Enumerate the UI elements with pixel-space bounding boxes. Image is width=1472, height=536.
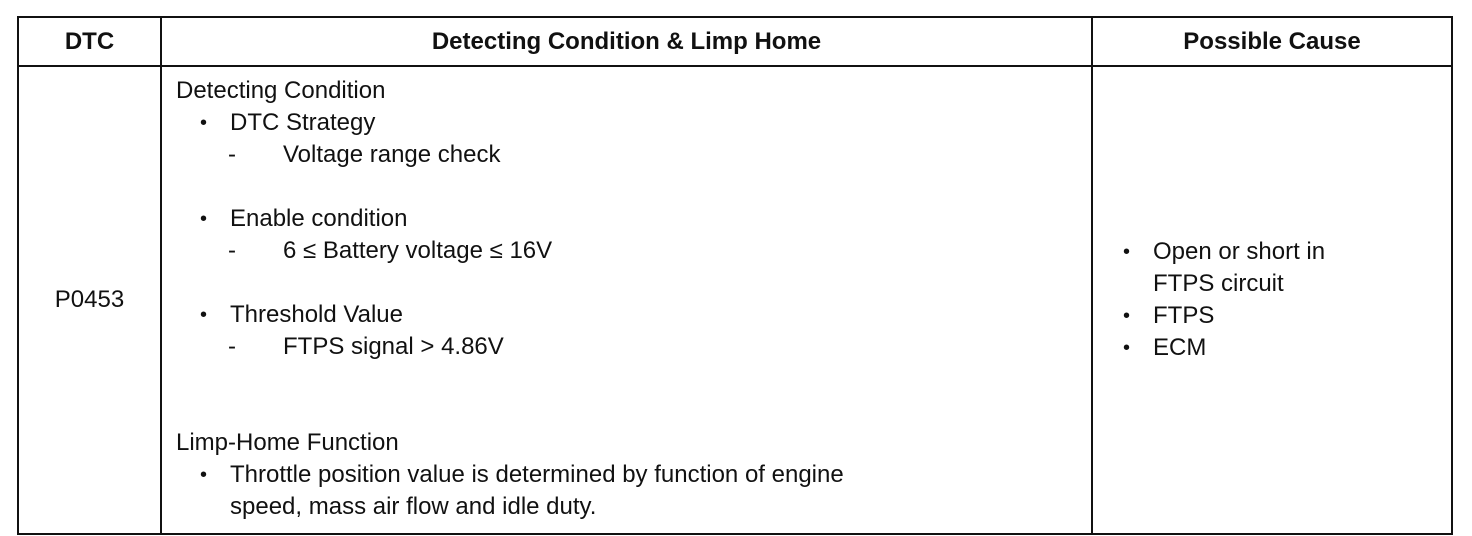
bullet-icon: • [1123,305,1131,327]
list-item [176,139,1091,171]
dash-icon: - [228,237,236,264]
table-row [18,66,1452,534]
bullet-icon: • [1123,337,1131,359]
dtc-code: P0453 [18,66,161,534]
list-item [176,203,1091,235]
threshold-value-detail: FTPS signal > 4.86V [283,333,504,360]
bullet-icon: • [200,112,208,134]
list-item [1123,236,1451,300]
spacer [176,171,1091,203]
header-possible-cause: Possible Cause [1092,17,1452,66]
dash-icon: - [228,141,236,168]
cause-ftps: FTPS [1153,302,1215,329]
limp-home-line-2: speed, mass air flow and idle duty. [230,493,597,520]
list-item [176,331,1091,363]
enable-condition-label: Enable condition [230,205,408,232]
header-detecting-condition: Detecting Condition & Limp Home [161,17,1092,66]
detecting-condition-cell [161,66,1092,534]
bullet-icon: • [200,464,208,486]
spacer [176,363,1091,427]
bullet-icon: • [200,304,208,326]
dash-icon: - [228,333,236,360]
bullet-icon: • [200,208,208,230]
list-item [1123,332,1451,364]
dtc-strategy-label: DTC Strategy [230,109,376,136]
limp-home-description [230,459,844,523]
header-row [18,17,1452,66]
threshold-value-label: Threshold Value [230,301,403,328]
spacer [176,267,1091,299]
enable-condition-detail: 6 ≤ Battery voltage ≤ 16V [283,237,553,264]
list-item [176,235,1091,267]
list-item [176,107,1091,139]
limp-home-title: Limp-Home Function [176,429,399,456]
cause-ecm: ECM [1153,334,1207,361]
cause-line: Open or short in [1153,238,1326,265]
bullet-icon: • [1123,241,1131,263]
limp-home-line-1: Throttle position value is determined by function of engine [230,461,844,488]
header-dtc: DTC [18,17,161,66]
detecting-condition-title: Detecting Condition [176,77,386,104]
possible-cause-cell [1092,66,1452,534]
list-item [1123,300,1451,332]
cause-line: FTPS circuit [1153,270,1284,297]
list-item [176,459,1091,523]
dtc-table [17,16,1453,535]
list-item [176,299,1091,331]
cause-open-short [1153,236,1325,300]
dtc-strategy-detail: Voltage range check [283,141,501,168]
